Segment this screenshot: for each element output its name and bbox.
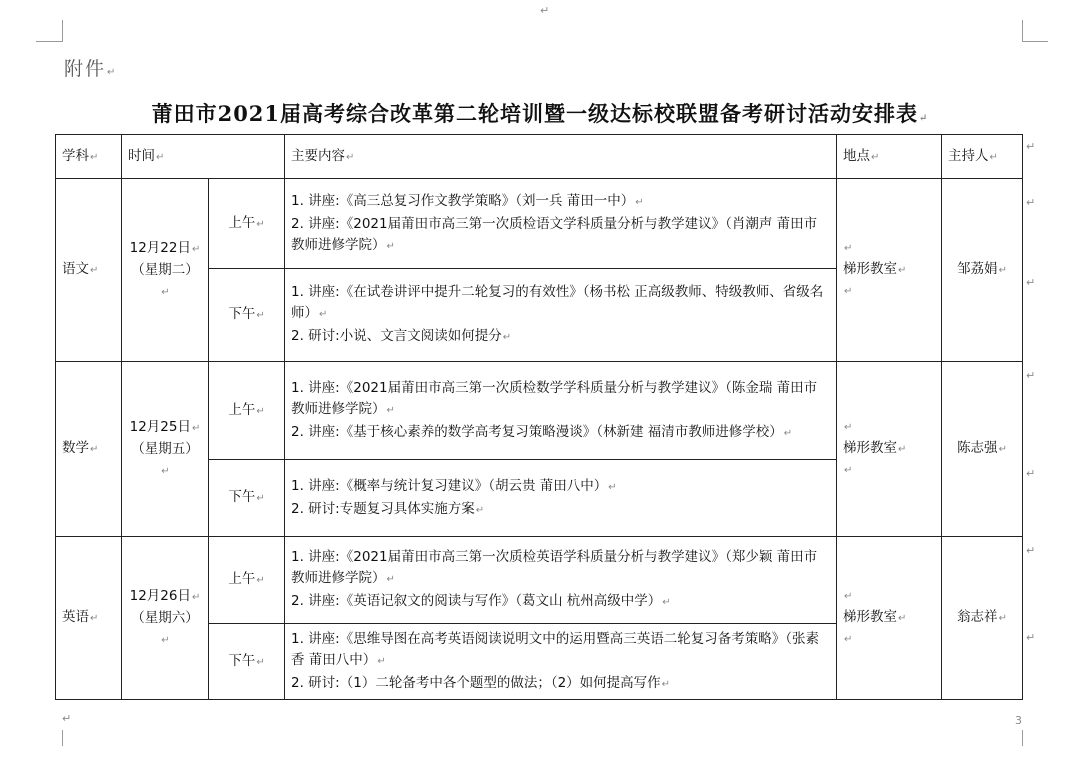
session-label: 下午↵ xyxy=(209,269,285,362)
content-cell: 1. 讲座:《2021届莆田市高三第一次质检英语学科质量分析与教学建议》（郑少颖 莆田市教师进修学院）↵ 2. 讲座:《英语记叙文的阅读与写作》（葛文山 杭州高级中学）↵ xyxy=(285,537,837,624)
header-subject: 学科↵ xyxy=(56,135,122,179)
content-cell: 1. 讲座:《概率与统计复习建议》（胡云贵 莆田八中）↵ 2. 研讨:专题复习具体实施方案↵ xyxy=(285,460,837,537)
content-cell: 1. 讲座:《2021届莆田市高三第一次质检数学学科质量分析与教学建议》（陈金瑞 莆田市教师进修学院）↵ 2. 讲座:《基于核心素养的数学高考复习策略漫谈》（林新建 福清市教师进修学校）↵ xyxy=(285,362,837,460)
crop-mark-bottom-right-v xyxy=(1022,730,1023,746)
host-cell: 邹荔娟↵ xyxy=(942,179,1023,362)
content-cell: 1. 讲座:《在试卷讲评中提升二轮复习的有效性》（杨书松 正高级教师、特级教师、省级名师）↵ 2. 研讨:小说、文言文阅读如何提分↵ xyxy=(285,269,837,362)
date-cell: 12月22日↵ （星期二）↵ xyxy=(122,179,209,362)
header-content: 主要内容↵ xyxy=(285,135,837,179)
content-cell: 1. 讲座:《高三总复习作文教学策略》（刘一兵 莆田一中）↵ 2. 讲座:《2021届莆田市高三第一次质检语文学科质量分析与教学建议》（肖潮声 莆田市教师进修学院）↵ xyxy=(285,179,837,269)
session-label: 下午↵ xyxy=(209,460,285,537)
table-row xyxy=(56,362,1023,460)
host-cell: 翁志祥↵ xyxy=(942,537,1023,700)
table-row xyxy=(56,537,1023,624)
table-row xyxy=(56,179,1023,269)
row-end-mark: ↵ xyxy=(1026,196,1036,209)
host-cell: 陈志强↵ xyxy=(942,362,1023,537)
table-header-row xyxy=(56,135,1023,179)
subject-cell: 语文↵ xyxy=(56,179,122,362)
row-end-mark: ↵ xyxy=(1026,631,1036,644)
header-time: 时间↵ xyxy=(122,135,285,179)
attachment-label: 附件↵ xyxy=(64,58,118,80)
row-end-mark: ↵ xyxy=(1026,544,1036,557)
location-cell: ↵ 梯形教室↵ ↵ xyxy=(837,362,942,537)
row-end-mark: ↵ xyxy=(1026,369,1036,382)
date-cell: 12月25日↵ （星期五）↵ xyxy=(122,362,209,537)
session-label: 上午↵ xyxy=(209,362,285,460)
header-location: 地点↵ xyxy=(837,135,942,179)
crop-mark-top-right-h xyxy=(1022,41,1048,42)
subject-cell: 数学↵ xyxy=(56,362,122,537)
paragraph-mark: ↵ xyxy=(62,712,72,725)
date-cell: 12月26日↵ （星期六）↵ xyxy=(122,537,209,700)
row-end-mark: ↵ xyxy=(1026,276,1036,289)
crop-mark-top-left-v xyxy=(62,20,63,42)
location-cell: ↵ 梯形教室↵ ↵ xyxy=(837,537,942,700)
session-label: 上午↵ xyxy=(209,179,285,269)
paragraph-mark: ↵ xyxy=(540,4,550,17)
content-cell: 1. 讲座:《思维导图在高考英语阅读说明文中的运用暨高三英语二轮复习备考策略》（张素香 莆田八中）↵ 2. 研讨:（1）二轮备考中各个题型的做法；（2）如何提高写作↵ xyxy=(285,624,837,700)
crop-mark-top-left-h xyxy=(36,41,62,42)
row-end-mark: ↵ xyxy=(1026,140,1036,153)
subject-cell: 英语↵ xyxy=(56,537,122,700)
document-title: 莆田市2021届高考综合改革第二轮培训暨一级达标校联盟备考研讨活动安排表↵ xyxy=(151,101,929,126)
header-host: 主持人↵ xyxy=(942,135,1023,179)
page-number: 3 xyxy=(1015,714,1022,727)
location-cell: ↵ 梯形教室↵ ↵ xyxy=(837,179,942,362)
session-label: 下午↵ xyxy=(209,624,285,700)
crop-mark-bottom-left-v xyxy=(62,730,63,746)
crop-mark-top-right-v xyxy=(1022,20,1023,42)
schedule-table xyxy=(55,134,1023,700)
row-end-mark: ↵ xyxy=(1026,467,1036,480)
session-label: 上午↵ xyxy=(209,537,285,624)
